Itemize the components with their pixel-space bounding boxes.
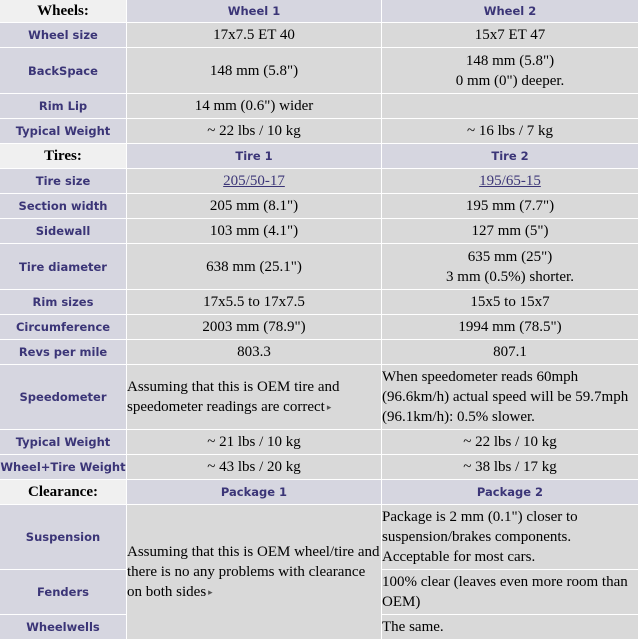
section-title-wheels: Wheels: (0, 0, 126, 22)
row-backspace (0, 48, 638, 93)
package-2-wheelwells: The same. (382, 615, 638, 639)
tire-2-diameter (382, 244, 638, 289)
row-tire-diameter (0, 244, 638, 289)
row-label: Wheel+Tire Weight (0, 455, 126, 479)
column-header-tire-1: Tire 1 (127, 144, 381, 168)
package-2-weight: ~ 38 lbs / 17 kg (382, 455, 638, 479)
package-2-fenders: 100% clear (leaves even more room than OEM) (382, 570, 638, 614)
section-title-tires: Tires: (0, 144, 126, 168)
tire-1-speedometer-text: Assuming that this is OEM tire and speedometer readings are correct (127, 379, 340, 415)
tire-1-circumference: 2003 mm (78.9") (127, 315, 381, 339)
tire-1-size-cell (127, 169, 381, 193)
tire-2-size-link[interactable]: 195/65-15 (479, 173, 541, 189)
row-label: Typical Weight (0, 119, 126, 143)
row-label: Sidewall (0, 219, 126, 243)
package-2-suspension: Package is 2 mm (0.1") closer to suspension/brakes components. Acceptable for most cars. (382, 505, 638, 569)
row-suspension (0, 505, 638, 569)
tire-2-revs: 807.1 (382, 340, 638, 364)
wheel-1-backspace: 148 mm (5.8") (127, 48, 381, 93)
column-header-wheel-2: Wheel 2 (382, 0, 638, 22)
column-header-package-1: Package 1 (127, 480, 381, 504)
row-wheel-weight (0, 119, 638, 143)
tire-2-circumference: 1994 mm (78.5") (382, 315, 638, 339)
row-label: Fenders (0, 570, 126, 614)
wheel-2-backspace-diff: 0 mm (0") deeper. (455, 72, 565, 89)
column-header-package-2: Package 2 (382, 480, 638, 504)
row-label: Wheelwells (0, 615, 126, 639)
row-circumference (0, 315, 638, 339)
row-label: Rim sizes (0, 290, 126, 314)
package-1-clearance-note (127, 505, 381, 639)
row-label: Tire diameter (0, 244, 126, 289)
row-tire-weight (0, 430, 638, 454)
section-title-clearance: Clearance: (0, 480, 126, 504)
wheel-2-rim-lip (382, 94, 638, 118)
wheels-header-row (0, 0, 638, 22)
tire-1-size-link[interactable]: 205/50-17 (223, 173, 285, 189)
wheel-1-size: 17x7.5 ET 40 (127, 23, 381, 47)
row-label: Tire size (0, 169, 126, 193)
row-label: Revs per mile (0, 340, 126, 364)
row-label: Section width (0, 194, 126, 218)
row-label: Rim Lip (0, 94, 126, 118)
row-rim-sizes (0, 290, 638, 314)
package-1-clearance-text: Assuming that this is OEM wheel/tire and there is no any problems with clearance on both sides (127, 544, 380, 600)
tire-2-sidewall: 127 mm (5") (382, 219, 638, 243)
column-header-tire-2: Tire 2 (382, 144, 638, 168)
tire-2-diameter-diff: 3 mm (0.5%) shorter. (446, 268, 574, 285)
wheel-2-backspace-value: 148 mm (5.8") (465, 52, 555, 69)
tire-1-sidewall: 103 mm (4.1") (127, 219, 381, 243)
row-label: Typical Weight (0, 430, 126, 454)
row-label: BackSpace (0, 48, 126, 93)
wheel-2-backspace (382, 48, 638, 93)
row-wheel-tire-weight (0, 455, 638, 479)
tire-1-diameter: 638 mm (25.1") (127, 244, 381, 289)
tire-2-section-width: 195 mm (7.7") (382, 194, 638, 218)
row-revs-per-mile (0, 340, 638, 364)
clearance-header-row (0, 480, 638, 504)
row-wheel-size (0, 23, 638, 47)
tire-1-rim-sizes: 17x5.5 to 17x7.5 (127, 290, 381, 314)
tire-2-diameter-value: 635 mm (25") (467, 248, 553, 265)
row-rim-lip (0, 94, 638, 118)
tire-2-speedometer: When speedometer reads 60mph (96.6km/h) actual speed will be 59.7mph (96.1km/h): 0.5% slower. (382, 365, 638, 429)
tire-1-weight: ~ 21 lbs / 10 kg (127, 430, 381, 454)
row-label: Wheel size (0, 23, 126, 47)
wheel-2-size: 15x7 ET 47 (382, 23, 638, 47)
row-label: Suspension (0, 505, 126, 569)
tire-1-speedometer (127, 365, 381, 429)
wheel-1-rim-lip: 14 mm (0.6") wider (127, 94, 381, 118)
arrow-right-icon[interactable]: ▸ (208, 587, 213, 597)
tire-1-section-width: 205 mm (8.1") (127, 194, 381, 218)
package-1-weight: ~ 43 lbs / 20 kg (127, 455, 381, 479)
row-section-width (0, 194, 638, 218)
wheel-1-weight: ~ 22 lbs / 10 kg (127, 119, 381, 143)
row-tire-size (0, 169, 638, 193)
row-speedometer (0, 365, 638, 429)
arrow-right-icon[interactable]: ▸ (326, 402, 332, 412)
tire-2-size-cell (382, 169, 638, 193)
tires-header-row (0, 144, 638, 168)
row-label: Circumference (0, 315, 126, 339)
tire-1-revs: 803.3 (127, 340, 381, 364)
wheel-2-weight: ~ 16 lbs / 7 kg (382, 119, 638, 143)
column-header-wheel-1: Wheel 1 (127, 0, 381, 22)
tire-2-weight: ~ 22 lbs / 10 kg (382, 430, 638, 454)
tire-2-rim-sizes: 15x5 to 15x7 (382, 290, 638, 314)
row-label: Speedometer (0, 365, 126, 429)
row-sidewall (0, 219, 638, 243)
